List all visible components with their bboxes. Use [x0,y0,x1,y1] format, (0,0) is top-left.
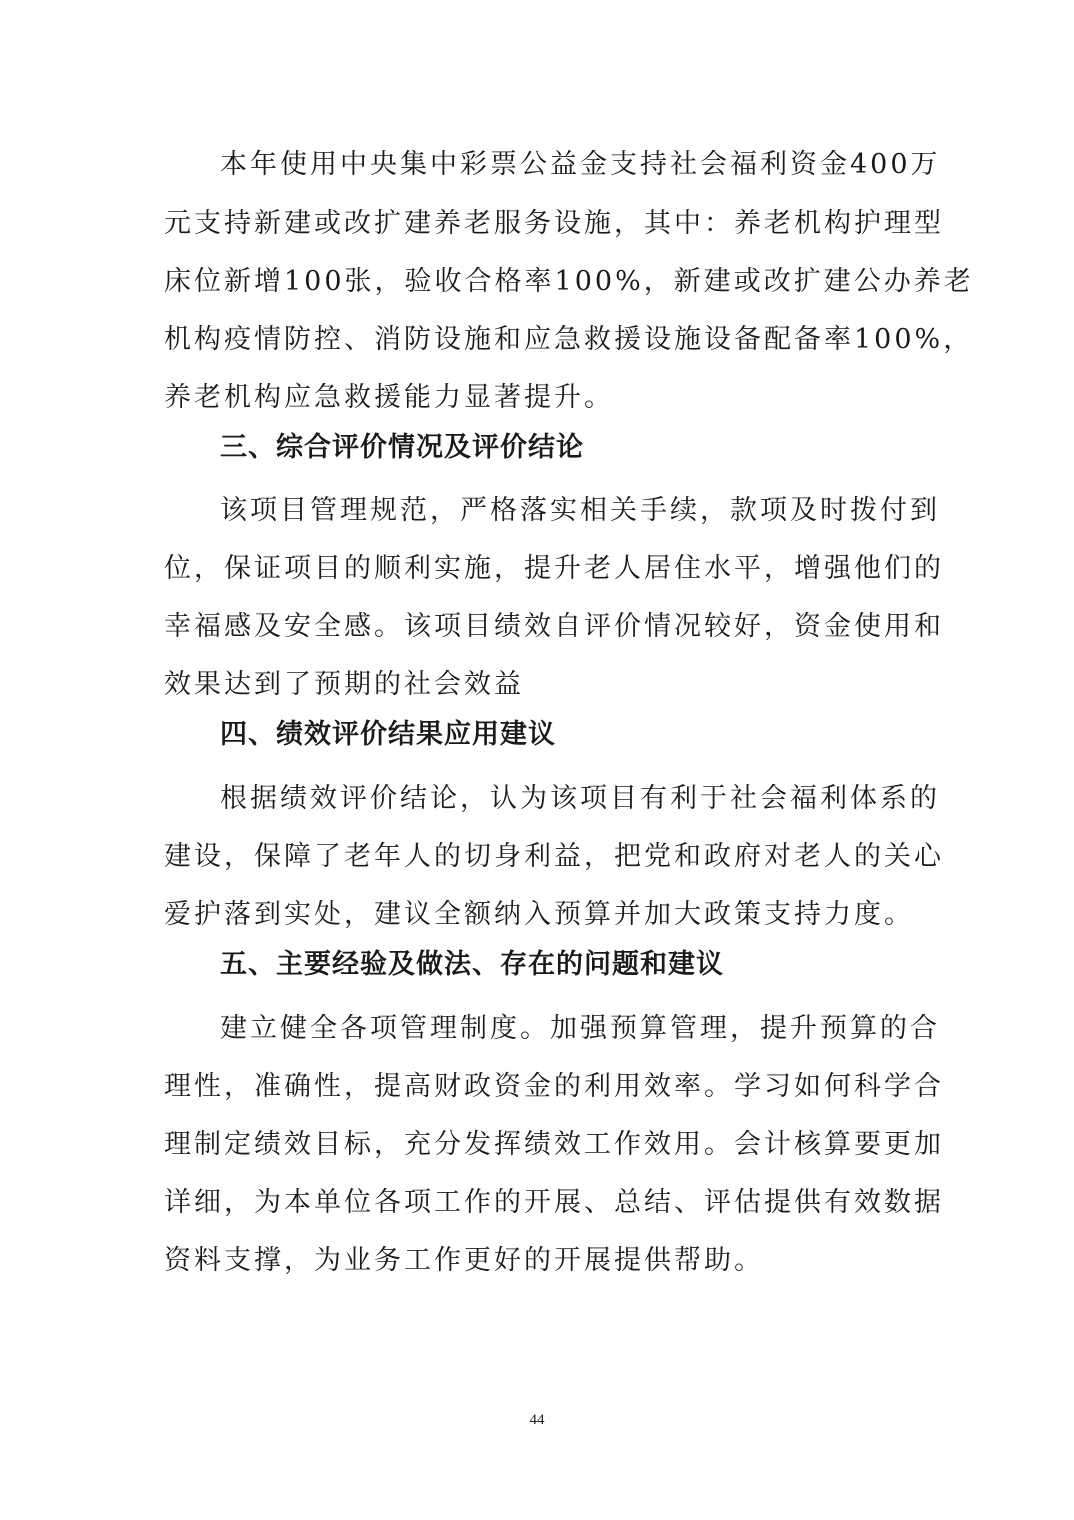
paragraph-line: 位，保证项目的顺利实施，提升老人居住水平，增强他们的 [164,553,944,584]
paragraph-line: 建设，保障了老年人的切身利益，把党和政府对老人的关心 [164,841,944,872]
paragraph-line: 该项目管理规范，严格落实相关手续，款项及时拨付到 [220,495,940,526]
paragraph-line: 理制定绩效目标，充分发挥绩效工作效用。会计核算要更加 [164,1129,944,1160]
paragraph-line: 详细，为本单位各项工作的开展、总结、评估提供有效数据 [164,1187,944,1218]
paragraph-line: 幸福感及安全感。该项目绩效自评价情况较好，资金使用和 [164,611,944,642]
section-heading: 三、综合评价情况及评价结论 [220,432,584,463]
paragraph-line: 根据绩效评价结论，认为该项目有利于社会福利体系的 [220,783,940,814]
page-number: 44 [529,1412,545,1428]
paragraph-line: 爱护落到实处，建议全额纳入预算并加大政策支持力度。 [164,899,914,930]
paragraph-line: 建立健全各项管理制度。加强预算管理，提升预算的合 [220,1013,940,1044]
section-heading: 五、主要经验及做法、存在的问题和建议 [220,949,724,980]
paragraph-line: 本年使用中央集中彩票公益金支持社会福利资金400万 [220,149,941,180]
paragraph-line: 元支持新建或改扩建养老服务设施，其中：养老机构护理型 [164,208,944,239]
section-heading: 四、绩效评价结果应用建议 [220,719,556,750]
paragraph-line: 资料支撑，为业务工作更好的开展提供帮助。 [164,1245,764,1276]
paragraph-line: 床位新增100张，验收合格率100%，新建或改扩建公办养老 [164,266,974,297]
paragraph-line: 机构疫情防控、消防设施和应急救援设施设备配备率100%， [164,324,974,355]
paragraph-line: 理性，准确性，提高财政资金的利用效率。学习如何科学合 [164,1071,944,1102]
paragraph-line: 养老机构应急救援能力显著提升。 [164,382,614,413]
paragraph-line: 效果达到了预期的社会效益 [164,669,524,700]
